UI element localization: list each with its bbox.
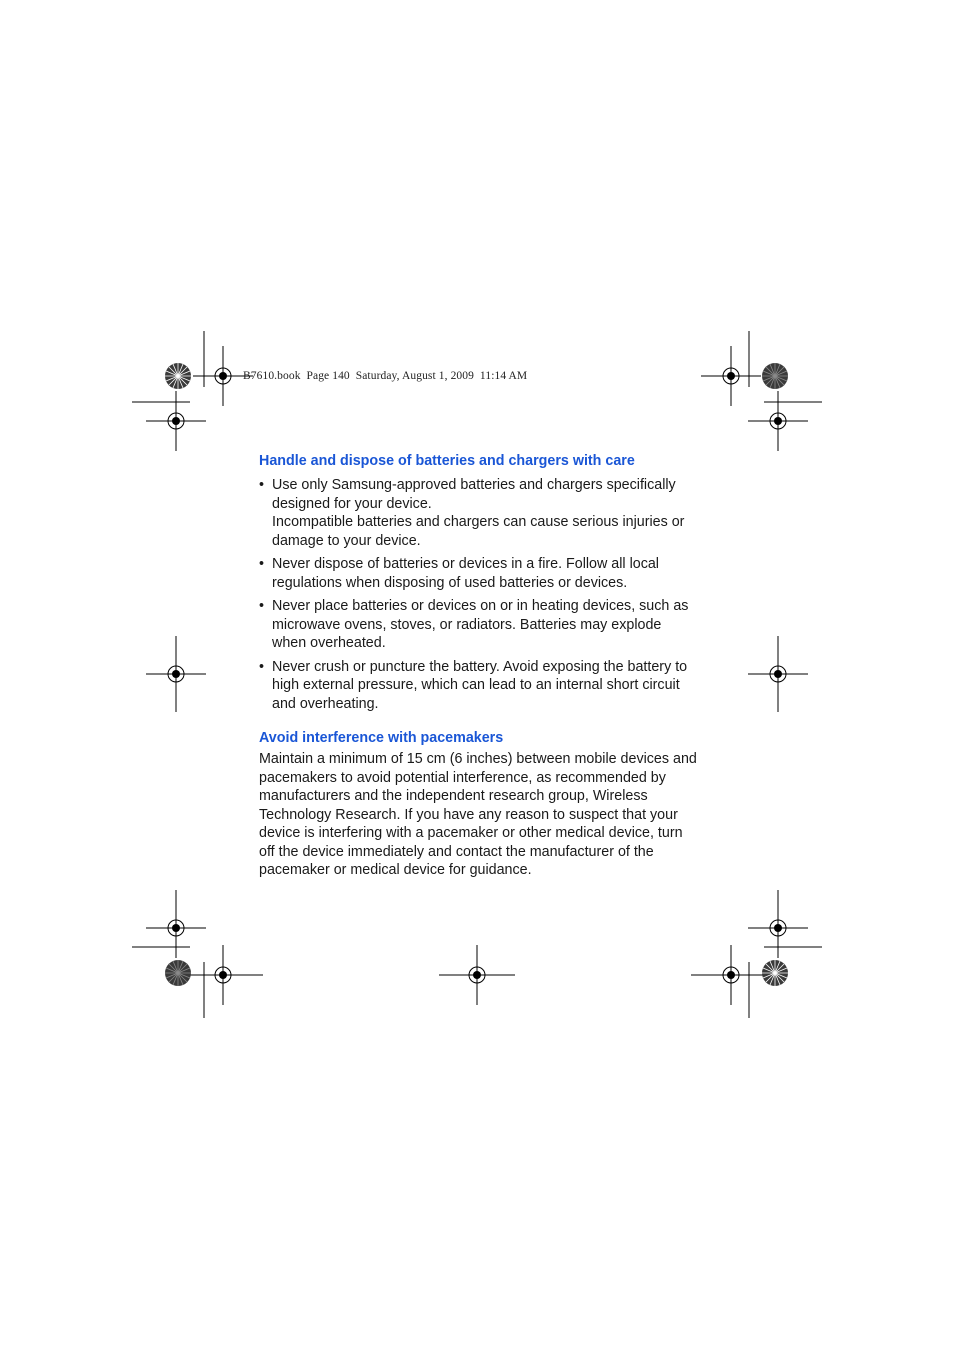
- bullet-icon: •: [259, 477, 265, 493]
- list-item: [259, 658, 699, 714]
- list-item: [259, 476, 699, 550]
- registration-mark-icon: [748, 890, 808, 958]
- registration-mark-icon: [439, 945, 515, 1005]
- registration-mark-icon: [748, 391, 808, 451]
- starburst-target-icon: [762, 363, 788, 389]
- list-item-text: Never crush or puncture the battery. Avoid exposing the battery to high external pressure, which can lead to an internal short circuit and overheating.: [272, 658, 688, 712]
- bullet-icon: •: [259, 598, 265, 614]
- list-item: [259, 597, 699, 653]
- registration-mark-icon: [748, 636, 808, 712]
- section-heading-batteries: Handle and dispose of batteries and chargers with care: [259, 453, 635, 469]
- registration-mark-icon: [146, 391, 206, 451]
- starburst-target-icon: [165, 960, 191, 986]
- starburst-target-icon: [165, 363, 191, 389]
- registration-mark-icon: [183, 945, 263, 1005]
- list-item-text: Never dispose of batteries or devices in a fire. Follow all local regulations when disposing of used batteries or devices.: [272, 556, 659, 591]
- registration-mark-icon: [146, 636, 206, 712]
- starburst-target-icon: [762, 960, 788, 986]
- list-item-note: Incompatible batteries and chargers can cause serious injuries or damage to your device.: [272, 514, 685, 549]
- bullet-icon: •: [259, 658, 265, 675]
- page-content: [259, 452, 699, 880]
- print-slug-line: B7610.book Page 140 Saturday, August 1, 2009 11:14 AM: [243, 370, 528, 382]
- registration-mark-icon: [691, 945, 771, 1005]
- pacemaker-paragraph: Maintain a minimum of 15 cm (6 inches) between mobile devices and pacemakers to avoid potential interference, as recommended by manufacturers and the independent research group, Wireless Technology Research. If you have any reason to suspect that your device is interfering with a pacemaker or other medical device, turn off the device immediately and contact the manufacturer of the pacemaker or medical device for guidance.: [259, 751, 697, 878]
- section-heading-pacemakers: Avoid interference with pacemakers: [259, 730, 504, 746]
- registration-mark-icon: [701, 346, 761, 406]
- list-item-text: Use only Samsung-approved batteries and chargers specifically designed for your device.: [272, 477, 676, 512]
- bullet-icon: •: [259, 556, 265, 572]
- list-item: [259, 555, 699, 592]
- list-item-text: Never place batteries or devices on or in heating devices, such as microwave ovens, stoves, or radiators. Batteries may explode when overheated.: [272, 598, 689, 651]
- battery-safety-list: [259, 476, 699, 713]
- registration-mark-icon: [146, 890, 206, 958]
